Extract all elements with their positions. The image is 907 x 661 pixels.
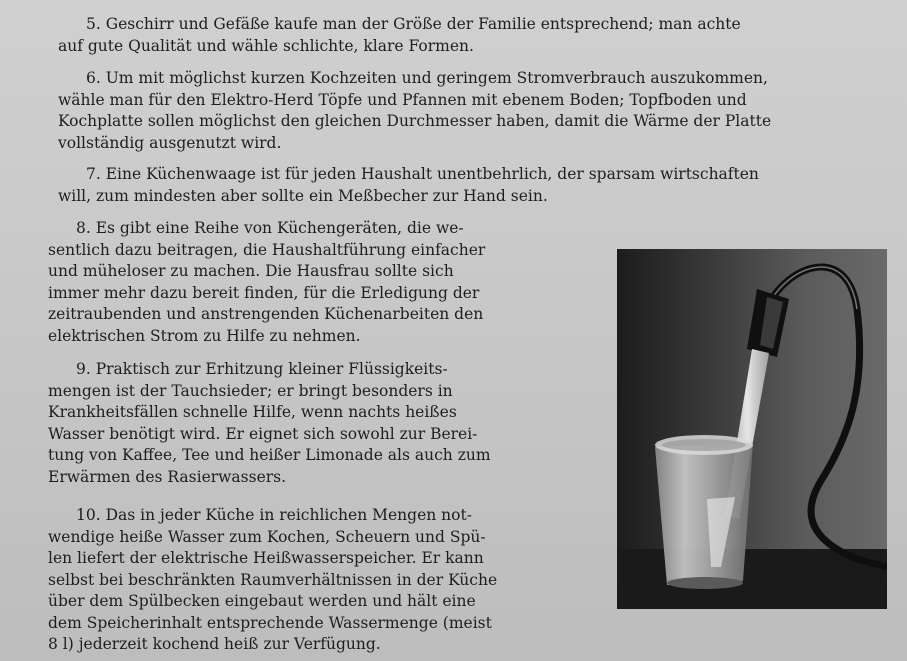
text-line: elektrischen Strom zu Hilfe zu nehmen. xyxy=(48,326,361,345)
text-line: dem Speicherinhalt entsprechende Wassermenge (meist xyxy=(48,613,492,632)
text-line: Krankheitsfällen schnelle Hilfe, wenn nachts heißes xyxy=(48,403,457,421)
text-line: mengen ist der Tauchsieder; er bringt besonders in xyxy=(48,381,453,400)
text-line: 5. Geschirr und Gefäße kaufe man der Größe der Familie entsprechend; man achte xyxy=(86,15,741,33)
paragraph-5 xyxy=(58,14,888,57)
paragraph-10 xyxy=(48,505,572,656)
text-line: 8. Es gibt eine Reihe von Küchengeräten, die we- xyxy=(76,219,464,237)
text-line: Kochplatte sollen möglichst den gleichen Durchmesser haben, damit die Wärme der Platte xyxy=(58,112,772,130)
glass-base xyxy=(667,577,743,589)
text-line: sentlich dazu beitragen, die Haushaltführung einfacher xyxy=(48,240,486,259)
immersion-heater-illustration xyxy=(617,249,887,609)
text-line: und müheloser zu machen. Die Hausfrau sollte sich xyxy=(48,262,454,280)
drinking-glass xyxy=(655,443,753,585)
text-line: vollständig ausgenutzt wird. xyxy=(58,133,282,152)
text-line: wendige heiße Wasser zum Kochen, Scheuern und Spü- xyxy=(48,527,486,546)
text-line: tung von Kaffee, Tee und heißer Limonade als auch zum xyxy=(48,446,491,464)
text-line: 8 l) jederzeit kochend heiß zur Verfügung. xyxy=(48,635,381,653)
text-line: über dem Spülbecken eingebaut werden und hält eine xyxy=(48,592,476,610)
text-line: will, zum mindesten aber sollte ein Meßbecher zur Hand sein. xyxy=(58,186,548,205)
text-line: 6. Um mit möglichst kurzen Kochzeiten und geringem Stromverbrauch auszukommen, xyxy=(86,69,768,87)
text-line: 9. Praktisch zur Erhitzung kleiner Flüssigkeits- xyxy=(76,360,448,378)
text-line: zeitraubenden und anstrengenden Küchenarbeiten den xyxy=(48,305,484,323)
text-line: Wasser benötigt wird. Er eignet sich sowohl zur Berei- xyxy=(48,424,478,443)
paragraph-9 xyxy=(48,359,572,488)
paragraph-8 xyxy=(48,218,572,347)
text-line: selbst bei beschränkten Raumverhältnissen in der Küche xyxy=(48,570,498,589)
text-line: auf gute Qualität und wähle schlichte, klare Formen. xyxy=(58,36,474,55)
text-line: len liefert der elektrische Heißwasserspeicher. Er kann xyxy=(48,549,484,567)
paragraph-6 xyxy=(58,68,888,154)
text-line: 7. Eine Küchenwaage ist für jeden Haushalt unentbehrlich, der sparsam wirtschaften xyxy=(86,165,759,183)
paragraph-7 xyxy=(58,164,888,207)
immersion-heater-photo xyxy=(617,249,887,609)
text-line: 10. Das in jeder Küche in reichlichen Mengen not- xyxy=(76,506,472,524)
text-line: wähle man für den Elektro-Herd Töpfe und Pfannen mit ebenem Boden; Topfboden und xyxy=(58,90,747,109)
text-line: immer mehr dazu bereit finden, für die Erledigung der xyxy=(48,283,480,302)
text-line: Erwärmen des Rasierwassers. xyxy=(48,467,287,486)
water-surface xyxy=(662,439,746,451)
